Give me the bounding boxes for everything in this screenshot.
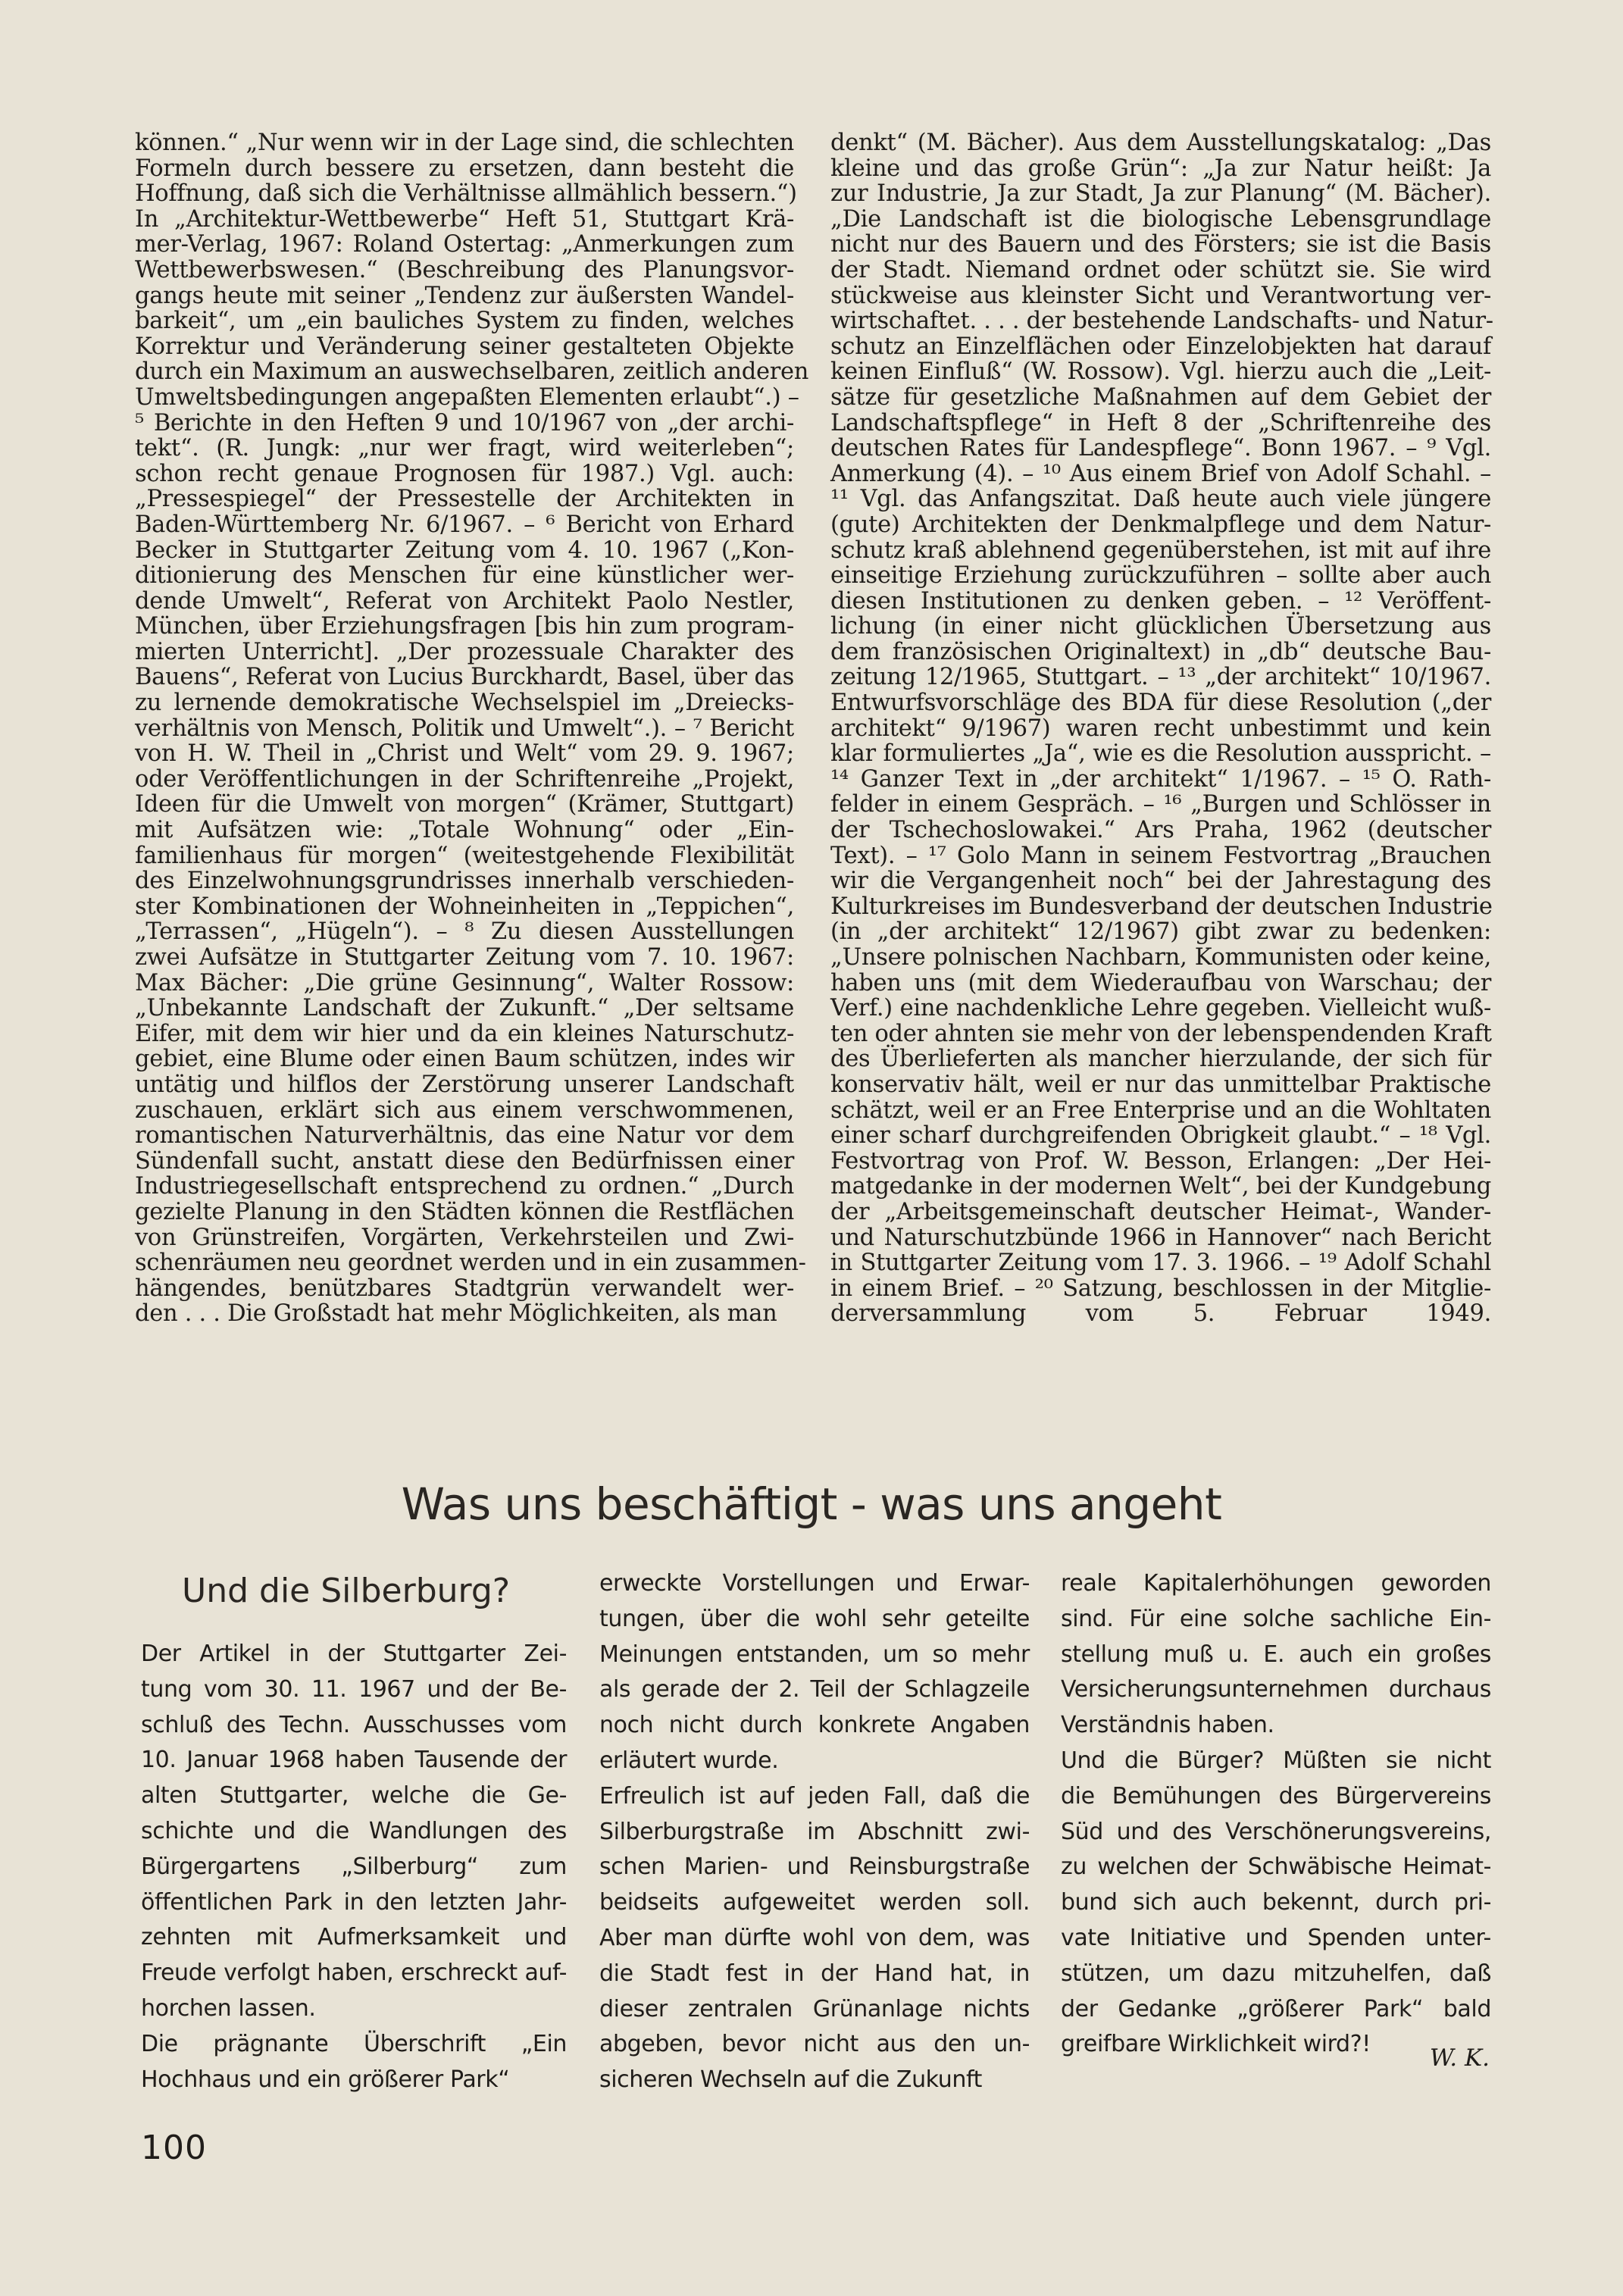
text-line: einer scharf durchgreifenden Obrigkeit glaubt.“ – ¹⁸ Vgl. [830,1122,1491,1150]
text-line: schutz an Einzelflächen oder Einzelobjekten hat darauf [830,333,1491,360]
text-line: ⁵ Berichte in den Heften 9 und 10/1967 von „der archi- [135,409,794,436]
text-line: Verf.) eine nachdenkliche Lehre gegeben. Vielleicht wuß- [830,995,1491,1022]
text-line: tung vom 30. 11. 1967 und der Be- [141,1675,567,1703]
text-line: Formeln durch bessere zu ersetzen, dann besteht die [135,155,794,182]
text-line: ditionierung des Menschen für eine künstlicher wer- [135,562,794,590]
text-line: „Terrassen“, „Hügeln“). – ⁸ Zu diesen Ausstellungen [135,918,794,946]
text-line: Anmerkung (4). – ¹⁰ Aus einem Brief von Adolf Schahl. – [830,460,1491,487]
text-line: schätzt, weil er an Free Enterprise und an die Wohltaten [830,1096,1491,1124]
text-line: die Stadt fest in der Hand hat, in [599,1960,1030,1987]
text-line: konservativ hält, weil er nur das unmittelbar Praktische [830,1071,1491,1098]
text-line: vate Initiative und Spenden unter- [1061,1924,1491,1951]
text-line: sicheren Wechseln auf die Zukunft [599,2066,982,2094]
text-line: deutschen Rates für Landespflege“. Bonn 1967. – ⁹ Vgl. [830,435,1491,462]
text-line: 10. Januar 1968 haben Tausende der [141,1747,567,1774]
text-line: Süd und des Verschönerungsvereins, [1061,1818,1491,1845]
text-line: (in „der architekt“ 12/1967) gibt zwar zu bedenken: [830,918,1491,946]
author-signature: W. K. [1429,2044,1490,2072]
text-line: und Naturschutzbünde 1966 in Hannover“ nach Bericht [830,1224,1491,1251]
text-line: „Pressespiegel“ der Pressestelle der Architekten in [135,486,794,513]
text-line: die Bemühungen des Bürgervereins [1061,1782,1491,1810]
text-line: ¹⁴ Ganzer Text in „der architekt“ 1/1967. – ¹⁵ O. Rath- [830,765,1491,793]
article-title: Und die Silberburg? [182,1572,511,1610]
text-line: Landschaftspflege“ in Heft 8 der „Schriftenreihe des [830,409,1491,436]
text-line: können.“ „Nur wenn wir in der Lage sind, die schlechten [135,130,794,156]
text-line: barkeit“, um „ein bauliches System zu finden, welches [135,308,794,335]
text-line: In „Architektur-Wettbewerbe“ Heft 51, Stuttgart Krä- [135,205,794,233]
text-line: Aber man dürfte wohl von dem, was [599,1924,1030,1951]
text-line: Die prägnante Überschrift „Ein [141,2030,567,2057]
text-line: felder in einem Gespräch. – ¹⁶ „Burgen und Schlösser in [830,791,1491,818]
text-line: ster Kombinationen der Wohneinheiten in „Teppichen“, [135,893,794,920]
text-line: dem französischen Originaltext) in „db“ deutsche Bau- [830,638,1491,665]
text-line: schon recht genaue Prognosen für 1987.) Vgl. auch: [135,460,794,487]
text-line: horchen lassen. [141,1994,316,2022]
text-line: ¹¹ Vgl. das Anfangszitat. Daß heute auch viele jüngere [830,486,1491,513]
text-line: Meinungen entstanden, um so mehr [599,1641,1030,1668]
text-line: gangs heute mit seiner „Tendenz zur äußersten Wandel- [135,282,794,309]
text-line: architekt“ 9/1967) waren recht unbestimmt und kein [830,715,1491,742]
text-line: stellung muß u. E. auch ein großes [1061,1641,1491,1668]
text-line: familienhaus für morgen“ (weitestgehende Flexibilität [135,842,794,869]
text-line: als gerade der 2. Teil der Schlagzeile [599,1676,1030,1703]
text-line: matgedanke in der modernen Welt“, bei der Kundgebung [830,1173,1491,1200]
text-line: öffentlichen Park in den letzten Jahr- [141,1888,567,1916]
text-line: lichung (in einer nicht glücklichen Übersetzung aus [830,613,1491,640]
article-column-1 [141,1637,567,2097]
text-line: romantischen Naturverhältnis, das eine Natur vor dem [135,1122,794,1150]
text-line: Bürgergartens „Silberburg“ zum [141,1853,567,1880]
text-line: den . . . Die Großstadt hat mehr Möglichkeiten, als man [135,1300,777,1328]
text-line: Text). – ¹⁷ Golo Mann in seinem Festvortrag „Brauchen [830,842,1491,869]
text-line: alten Stuttgarter, welche die Ge- [141,1782,567,1810]
text-line: zehnten mit Aufmerksamkeit und [141,1924,567,1951]
text-line: zur Industrie, Ja zur Stadt, Ja zur Planung“ (M. Bächer). [830,180,1491,208]
text-line: des Einzelwohnungsgrundrisses innerhalb verschieden- [135,868,794,895]
text-line: Baden-Württemberg Nr. 6/1967. – ⁶ Bericht von Erhard [135,511,794,538]
text-line: Sündenfall sucht, anstatt diese den Bedürfnissen einer [135,1147,794,1175]
text-line: Entwurfsvorschläge des BDA für diese Resolution („der [830,690,1491,717]
text-line: der „Arbeitsgemeinschaft deutscher Heimat-, Wander- [830,1198,1491,1225]
text-line: derversammlung vom 5. Februar 1949. [830,1300,1491,1328]
text-line: mer-Verlag, 1967: Roland Ostertag: „Anmerkungen zum [135,231,794,258]
text-line: Verständnis haben. [1061,1712,1274,1739]
text-line: reale Kapitalerhöhungen geworden [1061,1570,1491,1597]
footnotes-right-column [830,130,1491,1327]
text-line: Der Artikel in der Stuttgarter Zei- [141,1641,567,1667]
text-line: München, über Erziehungsfragen [bis hin zum program- [135,613,794,640]
text-line: bund sich auch bekennt, durch pri- [1061,1889,1491,1916]
text-line: stückweise aus kleinster Sicht und Verantwortung ver- [830,282,1491,309]
text-line: von H. W. Theil in „Christ und Welt“ vom 29. 9. 1967; [135,740,794,768]
article-column-2 [599,1566,1030,2098]
text-line: zu welchen der Schwäbische Heimat- [1061,1853,1491,1881]
text-line: keinen Einfluß“ (W. Rossow). Vgl. hierzu auch die „Leit- [830,358,1491,386]
text-line: denkt“ (M. Bächer). Aus dem Ausstellungskatalog: „Das [830,130,1491,156]
text-line: sind. Für eine solche sachliche Ein- [1061,1605,1491,1632]
text-line: Freude verfolgt haben, erschreckt auf- [141,1960,567,1987]
text-line: der Stadt. Niemand ordnet oder schützt sie. Sie wird [830,256,1491,283]
text-line: schen Marien- und Reinsburgstraße [599,1853,1030,1881]
text-line: schutz kraß ablehnend gegenüberstehen, ist mit auf ihre [830,536,1491,564]
section-title: Was uns beschäftigt - was uns angeht [401,1478,1222,1530]
text-line: Silberburgstraße im Abschnitt zwi- [599,1818,1030,1845]
text-line: schluß des Techn. Ausschusses vom [141,1711,567,1738]
text-line: ten oder ahnten sie mehr von der lebenspendenden Kraft [830,1020,1492,1047]
text-line: gezielte Planung in den Städten können die Restflächen [135,1198,794,1225]
text-line: Hochhaus und ein größerer Park“ [141,2066,510,2093]
text-line: greifbare Wirklichkeit wird?! [1061,2031,1371,2058]
text-line: der Gedanke „größerer Park“ bald [1061,1995,1491,2022]
text-line: in einem Brief. – ²⁰ Satzung, beschlossen in der Mitglie- [830,1275,1491,1302]
text-line: noch nicht durch konkrete Angaben [599,1712,1030,1739]
text-line: sätze für gesetzliche Maßnahmen auf dem Gebiet der [830,383,1491,411]
text-line: Bauens“, Referat von Lucius Burckhardt, Basel, über das [135,664,794,691]
text-line: verhältnis von Mensch, Politik und Umwelt“.). – ⁷ Bericht [135,715,794,742]
text-line: Ideen für die Umwelt von morgen“ (Krämer, Stuttgart) [135,791,794,818]
text-line: von Grünstreifen, Vorgärten, Verkehrsteilen und Zwi- [135,1224,794,1251]
text-line: schenräumen neu geordnet werden und in ein zusammen- [135,1250,806,1277]
article-column-3 [1061,1566,1491,2063]
text-line: diesen Institutionen zu denken geben. – ¹² Veröffent- [830,587,1491,615]
text-line: Versicherungsunternehmen durchaus [1061,1676,1491,1703]
text-line: der Tschechoslowakei.“ Ars Praha, 1962 (deutscher [830,817,1491,844]
text-line: schichte und die Wandlungen des [141,1817,567,1844]
text-line: nicht nur des Bauern und des Försters; sie ist die Basis [830,231,1491,258]
text-line: „Die Landschaft ist die biologische Lebensgrundlage [830,205,1491,233]
footnotes-left-column [135,130,809,1328]
text-line: Industriegesellschaft entsprechend zu ordnen.“ „Durch [135,1173,794,1200]
text-line: (gute) Architekten der Denkmalpflege und dem Natur- [830,511,1491,538]
page-number: 100 [141,2129,207,2167]
text-line: zwei Aufsätze in Stuttgarter Zeitung vom 7. 10. 1967: [135,944,794,971]
text-line: erläutert wurde. [599,1747,779,1774]
text-line: einseitige Erziehung zurückzuführen – sollte aber auch [830,562,1491,590]
text-line: mit Aufsätzen wie: „Totale Wohnung“ oder „Ein- [135,817,794,844]
text-line: stützen, um dazu mitzuhelfen, daß [1061,1960,1491,1987]
text-line: des Überlieferten als mancher hierzulande, der sich für [830,1046,1491,1073]
text-line: Und die Bürger? Müßten sie nicht [1061,1747,1491,1774]
text-line: in Stuttgarter Zeitung vom 17. 3. 1966. – ¹⁹ Adolf Schahl [830,1250,1491,1277]
text-line: Erfreulich ist auf jeden Fall, daß die [599,1782,1030,1810]
text-line: beidseits aufgeweitet werden soll. [599,1889,1030,1916]
text-line: „Unbekannte Landschaft der Zukunft.“ „Der seltsame [135,995,794,1022]
text-line: kleine und das große Grün“: „Ja zur Natur heißt: Ja [830,155,1491,182]
text-line: Korrektur und Veränderung seiner gestalteten Objekte [135,333,794,360]
text-line: Wettbewerbswesen.“ (Beschreibung des Planungsvor- [135,256,794,283]
text-line: wir die Vergangenheit noch“ bei der Jahrestagung des [830,868,1491,895]
text-line: gebiet, eine Blume oder einen Baum schützen, indes wir [135,1046,794,1073]
text-line: Kulturkreises im Bundesverband der deutschen Industrie [830,893,1493,920]
text-line: tungen, über die wohl sehr geteilte [599,1605,1030,1632]
text-line: dieser zentralen Grünanlage nichts [599,1995,1030,2022]
text-line: zu lernende demokratische Wechselspiel im „Dreiecks- [135,690,794,717]
text-line: oder Veröffentlichungen in der Schriftenreihe „Projekt, [135,765,794,793]
text-line: mierten Unterricht]. „Der prozessuale Charakter des [135,638,794,665]
text-line: Becker in Stuttgarter Zeitung vom 4. 10. 1967 („Kon- [135,536,794,564]
text-line: erweckte Vorstellungen und Erwar- [599,1570,1030,1597]
text-line: Hoffnung, daß sich die Verhältnisse allmählich bessern.“) [135,180,797,208]
text-line: Max Bächer: „Die grüne Gesinnung“, Walter Rossow: [135,969,794,996]
text-line: hängendes, benützbares Stadtgrün verwandelt wer- [135,1275,794,1302]
text-line: zuschauen, erklärt sich aus einem verschwommenen, [135,1096,794,1124]
text-line: dende Umwelt“, Referat von Architekt Paolo Nestler, [135,587,794,615]
text-line: Eifer, mit dem wir hier und da ein kleines Naturschutz- [135,1020,794,1047]
text-line: Umweltsbedingungen angepaßten Elementen erlaubt“.) – [135,383,799,411]
text-line: „Unsere polnischen Nachbarn, Kommunisten oder keine, [830,944,1491,971]
text-line: tekt“. (R. Jungk: „nur wer fragt, wird weiterleben“; [135,435,794,462]
text-line: untätig und hilflos der Zerstörung unserer Landschaft [135,1071,794,1098]
text-line: wirtschaftet. . . . der bestehende Landschafts- und Natur- [830,308,1493,335]
text-line: abgeben, bevor nicht aus den un- [599,2031,1030,2058]
text-line: zeitung 12/1965, Stuttgart. – ¹³ „der architekt“ 10/1967. [830,664,1491,691]
text-line: klar formuliertes „Ja“, wie es die Resolution ausspricht. – [830,740,1491,768]
text-line: haben uns (mit dem Wiederaufbau von Warschau; der [830,969,1491,996]
text-line: Festvortrag von Prof. W. Besson, Erlangen: „Der Hei- [830,1147,1491,1175]
text-line: durch ein Maximum an auswechselbaren, zeitlich anderen [135,358,809,386]
